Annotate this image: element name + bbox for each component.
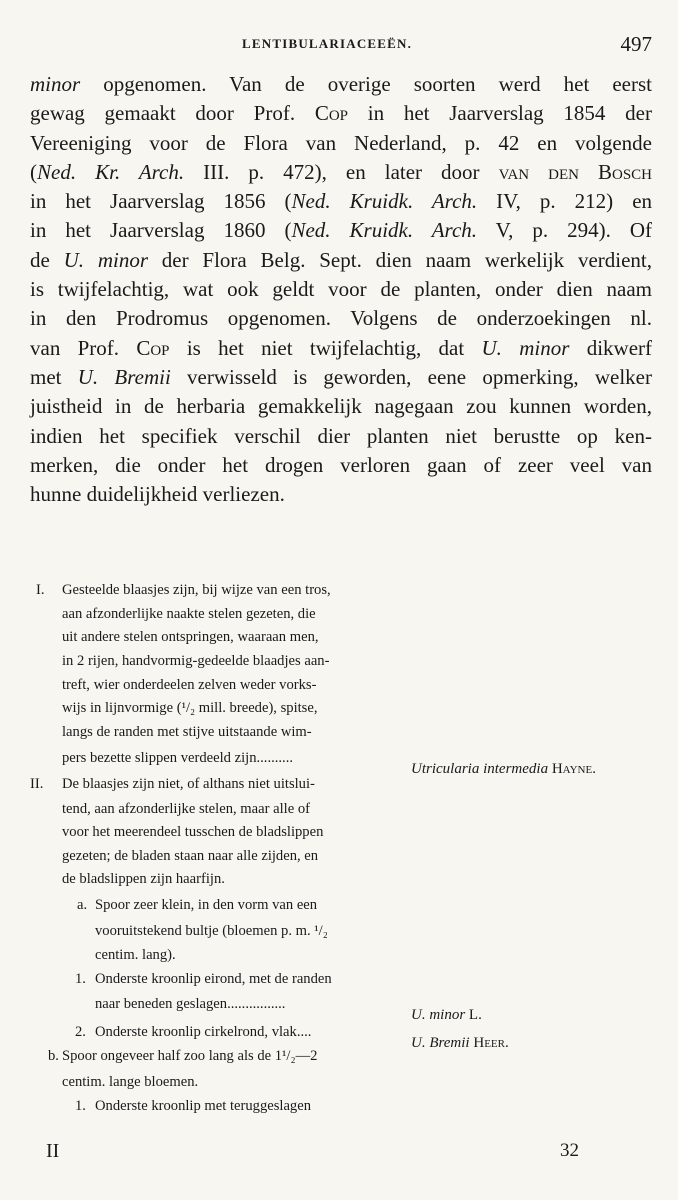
running-head	[0, 32, 678, 58]
key-line	[30, 773, 315, 796]
body-line: juistheid in de herbaria gemakkelijk nagegaan zou kunnen worden,	[30, 394, 652, 419]
key-line	[75, 968, 332, 991]
body-line: merken, die onder het drogen verloren gaan of zeer veel van	[30, 452, 652, 477]
taxon-author: Hayne.	[548, 761, 596, 777]
body-line: indien het specifiek verschil dier planten niet berustte op ken-	[30, 423, 652, 448]
key-text: centim. lange bloemen.	[62, 1074, 199, 1090]
key-line	[48, 1045, 318, 1068]
body-line: in den Prodromus opgenomen. Volgens de onderzoekingen nl.	[30, 306, 652, 331]
taxon-author: L.	[465, 1007, 482, 1023]
key-text: gezeten; de bladen staan naar alle zijden, en	[62, 848, 319, 864]
taxon-name	[411, 1007, 482, 1024]
key-text: Spoor ongeveer half zoo lang als de 1¹/₂—2	[62, 1048, 318, 1064]
body-line: gewag gemaakt door Prof. Cop in het Jaarverslag 1854 der	[30, 101, 652, 126]
key-text: aan afzonderlijke naakte stelen gezeten, die	[62, 606, 316, 622]
key-text: centim. lang).	[95, 947, 176, 963]
key-line	[75, 1021, 312, 1044]
body-line: hunne duidelijkheid verliezen.	[30, 482, 285, 507]
key-line	[95, 920, 328, 943]
key-text: Spoor zeer klein, in den vorm van een	[95, 897, 318, 913]
key-text: pers bezette slippen verdeeld zijn..........	[62, 750, 293, 766]
body-line: is twijfelachtig, wat ook geldt voor de planten, onder dien naam	[30, 277, 652, 302]
body-line: Vereeniging voor de Flora van Nederland, p. 42 en volgende	[30, 130, 652, 155]
key-label: a.	[77, 897, 88, 913]
key-line	[62, 821, 323, 844]
key-text: De blaasjes zijn niet, of althans niet uitslui-	[62, 776, 315, 792]
key-line	[62, 697, 318, 720]
key-line	[62, 868, 225, 891]
key-line	[62, 674, 316, 697]
taxon-genus: Utricularia intermedia	[411, 761, 549, 777]
key-label: 1.	[75, 971, 86, 987]
key-line	[62, 721, 312, 744]
key-text: Gesteelde blaasjes zijn, bij wijze van een tros,	[62, 582, 331, 598]
key-text: treft, wier onderdeelen zelven weder vorks-	[62, 677, 317, 693]
running-title: LENTIBULARIACEEËN.	[242, 36, 413, 51]
key-label: II.	[30, 776, 44, 792]
key-text: langs de randen met stijve uitstaande wim-	[62, 724, 312, 740]
taxon-genus: U. minor	[411, 1007, 466, 1023]
key-label: 2.	[75, 1024, 86, 1040]
key-line	[95, 993, 285, 1016]
body-line: met U. Bremii verwisseld is geworden, eene opmerking, welker	[30, 364, 652, 389]
key-text: in 2 rijen, handvormig-gedeelde blaadjes aan-	[62, 653, 330, 669]
key-label: b.	[48, 1048, 59, 1064]
key-text: Onderste kroonlip met teruggeslagen	[95, 1098, 312, 1114]
key-line	[62, 650, 329, 673]
taxon-name	[411, 1035, 509, 1052]
key-line	[77, 894, 318, 917]
key-text: voor het meerendeel tusschen de bladslippen	[62, 824, 324, 840]
key-label: I.	[36, 582, 45, 598]
key-line	[62, 1071, 198, 1094]
key-line	[75, 1095, 312, 1118]
key-text: wijs in lijnvormige (¹/₂ mill. breede), spitse,	[62, 700, 318, 716]
key-text: uit andere stelen ontspringen, waaraan men,	[62, 629, 319, 645]
key-text: Onderste kroonlip eirond, met de randen	[95, 971, 332, 987]
signature-mark: II	[46, 1140, 60, 1162]
key-line	[36, 579, 331, 602]
key-text: vooruitstekend bultje (bloemen p. m. ¹/₂	[95, 923, 328, 939]
key-line	[95, 944, 176, 967]
taxon-name	[411, 761, 596, 778]
key-text: de bladslippen zijn haarfijn.	[62, 871, 225, 887]
body-line: minor opgenomen. Van de overige soorten werd het eerst	[30, 72, 652, 96]
key-line	[62, 747, 293, 770]
page-number: 497	[620, 32, 652, 56]
key-line	[62, 626, 319, 649]
body-paragraph	[30, 70, 652, 509]
taxon-author: Heer.	[469, 1035, 509, 1051]
body-line: van Prof. Cop is het niet twijfelachtig, dat U. minor dikwerf	[30, 335, 652, 360]
body-line: in het Jaarverslag 1856 (Ned. Kruidk. Arch. IV, p. 212) en	[30, 189, 653, 214]
body-line: in het Jaarverslag 1860 (Ned. Kruidk. Arch. V, p. 294). Of	[30, 218, 652, 243]
body-line: (Ned. Kr. Arch. III. p. 472), en later door van den Bosch	[30, 159, 652, 184]
key-label: 1.	[75, 1098, 86, 1114]
key-text: Onderste kroonlip cirkelrond, vlak....	[95, 1024, 312, 1040]
key-line	[62, 798, 310, 821]
key-line	[62, 603, 316, 626]
key-line	[62, 845, 318, 868]
signature-number: 32	[560, 1140, 579, 1161]
taxon-genus: U. Bremii	[411, 1035, 470, 1051]
body-line: de U. minor der Flora Belg. Sept. dien naam werkelijk verdient,	[30, 247, 652, 272]
key-text: naar beneden geslagen................	[95, 996, 286, 1012]
key-text: tend, aan afzonderlijke stelen, maar alle of	[62, 801, 310, 817]
